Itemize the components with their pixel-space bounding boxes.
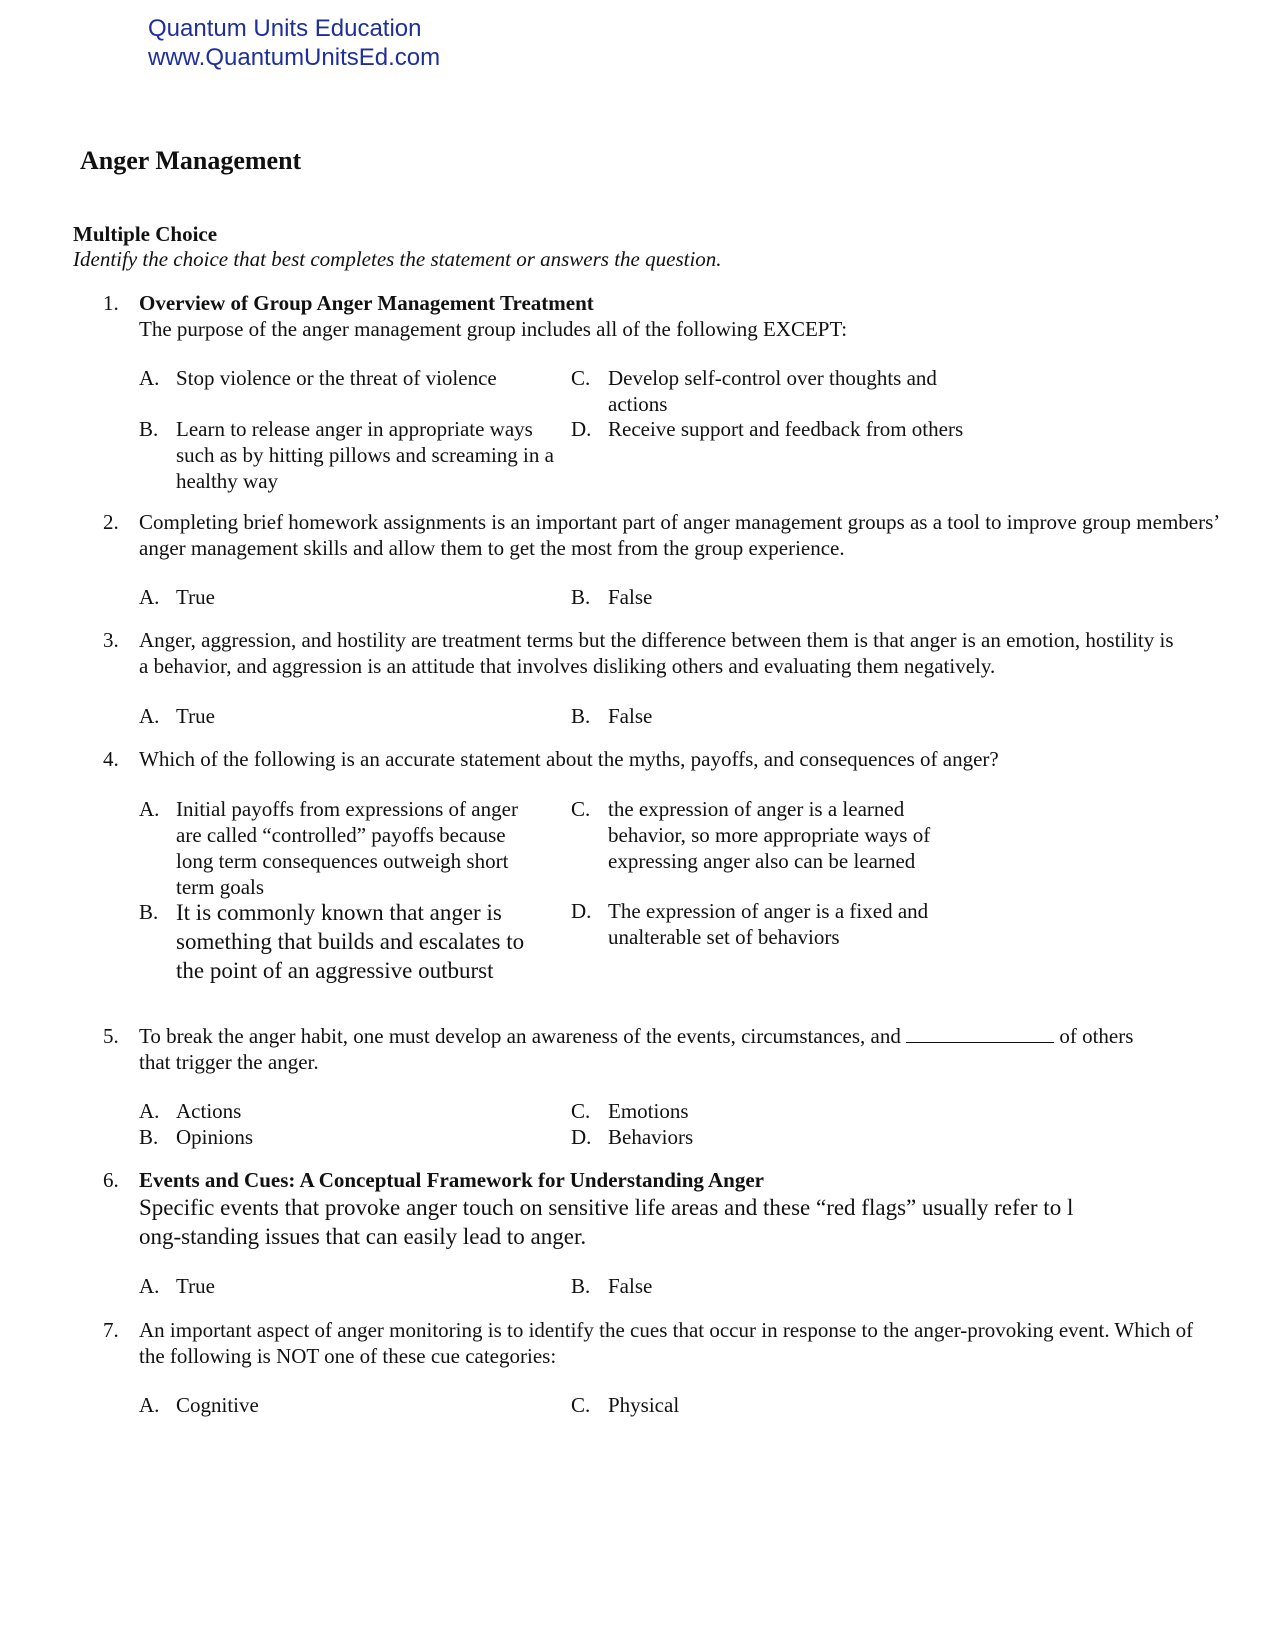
option-letter: C. bbox=[571, 797, 591, 821]
option-letter: D. bbox=[571, 899, 592, 923]
question-heading: Overview of Group Anger Management Treatment bbox=[139, 291, 594, 315]
org-name: Quantum Units Education bbox=[148, 15, 422, 42]
option-text: Behaviors bbox=[608, 1125, 694, 1149]
option-text: False bbox=[608, 585, 653, 609]
question-text: Which of the following is an accurate statement about the myths, payoffs, and consequences of anger? bbox=[139, 747, 999, 771]
option-letter: B. bbox=[571, 1274, 591, 1298]
option-letter: C. bbox=[571, 1393, 591, 1417]
option-text: Emotions bbox=[608, 1099, 689, 1123]
section-instructions: Identify the choice that best completes the statement or answers the question. bbox=[73, 247, 722, 271]
option-letter: C. bbox=[571, 366, 591, 390]
option-letter: B. bbox=[571, 704, 591, 728]
page-title: Anger Management bbox=[80, 146, 302, 175]
question-heading: Events and Cues: A Conceptual Framework for Understanding Anger bbox=[139, 1168, 764, 1192]
question-number: 6. bbox=[103, 1168, 119, 1192]
question-number: 1. bbox=[103, 291, 119, 315]
question-text: The purpose of the anger management group includes all of the following EXCEPT: bbox=[139, 317, 848, 341]
answer-blank bbox=[906, 1024, 1054, 1043]
section-title: Multiple Choice bbox=[73, 222, 218, 246]
option-text: Actions bbox=[176, 1099, 242, 1123]
question-number: 3. bbox=[103, 628, 119, 652]
option-letter: A. bbox=[139, 585, 160, 609]
option-text: True bbox=[176, 1274, 215, 1298]
question-text: An important aspect of anger monitoring is to identify the cues that occur in response to the anger-provoking event. Which of the following is NOT one of these cue categories: bbox=[139, 1318, 1194, 1368]
option-text: Physical bbox=[608, 1393, 680, 1417]
option-letter: A. bbox=[139, 1099, 160, 1123]
question-number: 2. bbox=[103, 510, 119, 534]
question-number: 7. bbox=[103, 1318, 119, 1342]
option-text: False bbox=[608, 704, 653, 728]
option-text: True bbox=[176, 585, 215, 609]
option-text: Learn to release anger in appropriate ways such as by hitting pillows and screaming in a healthy way bbox=[176, 417, 554, 493]
question-number: 4. bbox=[103, 747, 119, 771]
option-text: Stop violence or the threat of violence bbox=[176, 366, 497, 390]
question-text: To break the anger habit, one must develop an awareness of the events, circumstances, and bbox=[139, 1024, 901, 1048]
option-text: the expression of anger is a learned behavior, so more appropriate ways of expressing anger also can be learned bbox=[608, 797, 931, 873]
option-letter: B. bbox=[139, 417, 159, 441]
question-number: 5. bbox=[103, 1024, 119, 1048]
option-text: False bbox=[608, 1274, 653, 1298]
question-text-after-blank: of others bbox=[1059, 1024, 1134, 1048]
option-letter: A. bbox=[139, 1274, 160, 1298]
question-text: Anger, aggression, and hostility are treatment terms but the difference between them is that anger is an emotion, hostility is a behavior, and aggression is an attitude that involves disliking others and evaluating them negatively. bbox=[139, 628, 1174, 678]
question-text-line2: ong-standing issues that can easily lead to anger. bbox=[139, 1224, 587, 1249]
question-text-line2: that trigger the anger. bbox=[139, 1050, 319, 1074]
option-letter: D. bbox=[571, 417, 592, 441]
option-letter: A. bbox=[139, 704, 160, 728]
org-url: www.QuantumUnitsEd.com bbox=[148, 44, 441, 71]
option-letter: B. bbox=[139, 1125, 159, 1149]
option-letter: D. bbox=[571, 1125, 592, 1149]
option-text: It is commonly known that anger is something that builds and escalates to the point of an aggressive outburst bbox=[176, 900, 525, 983]
option-text: True bbox=[176, 704, 215, 728]
option-text: Cognitive bbox=[176, 1393, 259, 1417]
question-text-line1: Specific events that provoke anger touch on sensitive life areas and these “red flags” usually refer to l bbox=[139, 1195, 1074, 1220]
option-text: Opinions bbox=[176, 1125, 254, 1149]
option-letter: B. bbox=[139, 900, 159, 924]
header-brand bbox=[148, 14, 440, 72]
option-text: The expression of anger is a fixed and unalterable set of behaviors bbox=[608, 899, 929, 949]
option-text: Develop self-control over thoughts and actions bbox=[608, 366, 937, 416]
option-letter: A. bbox=[139, 1393, 160, 1417]
option-letter: B. bbox=[571, 585, 591, 609]
question-text: Completing brief homework assignments is an important part of anger management groups as a tool to improve group members’ anger management skills and allow them to get the most from the group experience. bbox=[139, 510, 1219, 560]
option-text: Initial payoffs from expressions of anger are called “controlled” payoffs because long term consequences outweigh short term goals bbox=[176, 797, 518, 899]
option-text: Receive support and feedback from others bbox=[608, 417, 964, 441]
option-letter: A. bbox=[139, 366, 160, 390]
option-letter: C. bbox=[571, 1099, 591, 1123]
option-letter: A. bbox=[139, 797, 160, 821]
